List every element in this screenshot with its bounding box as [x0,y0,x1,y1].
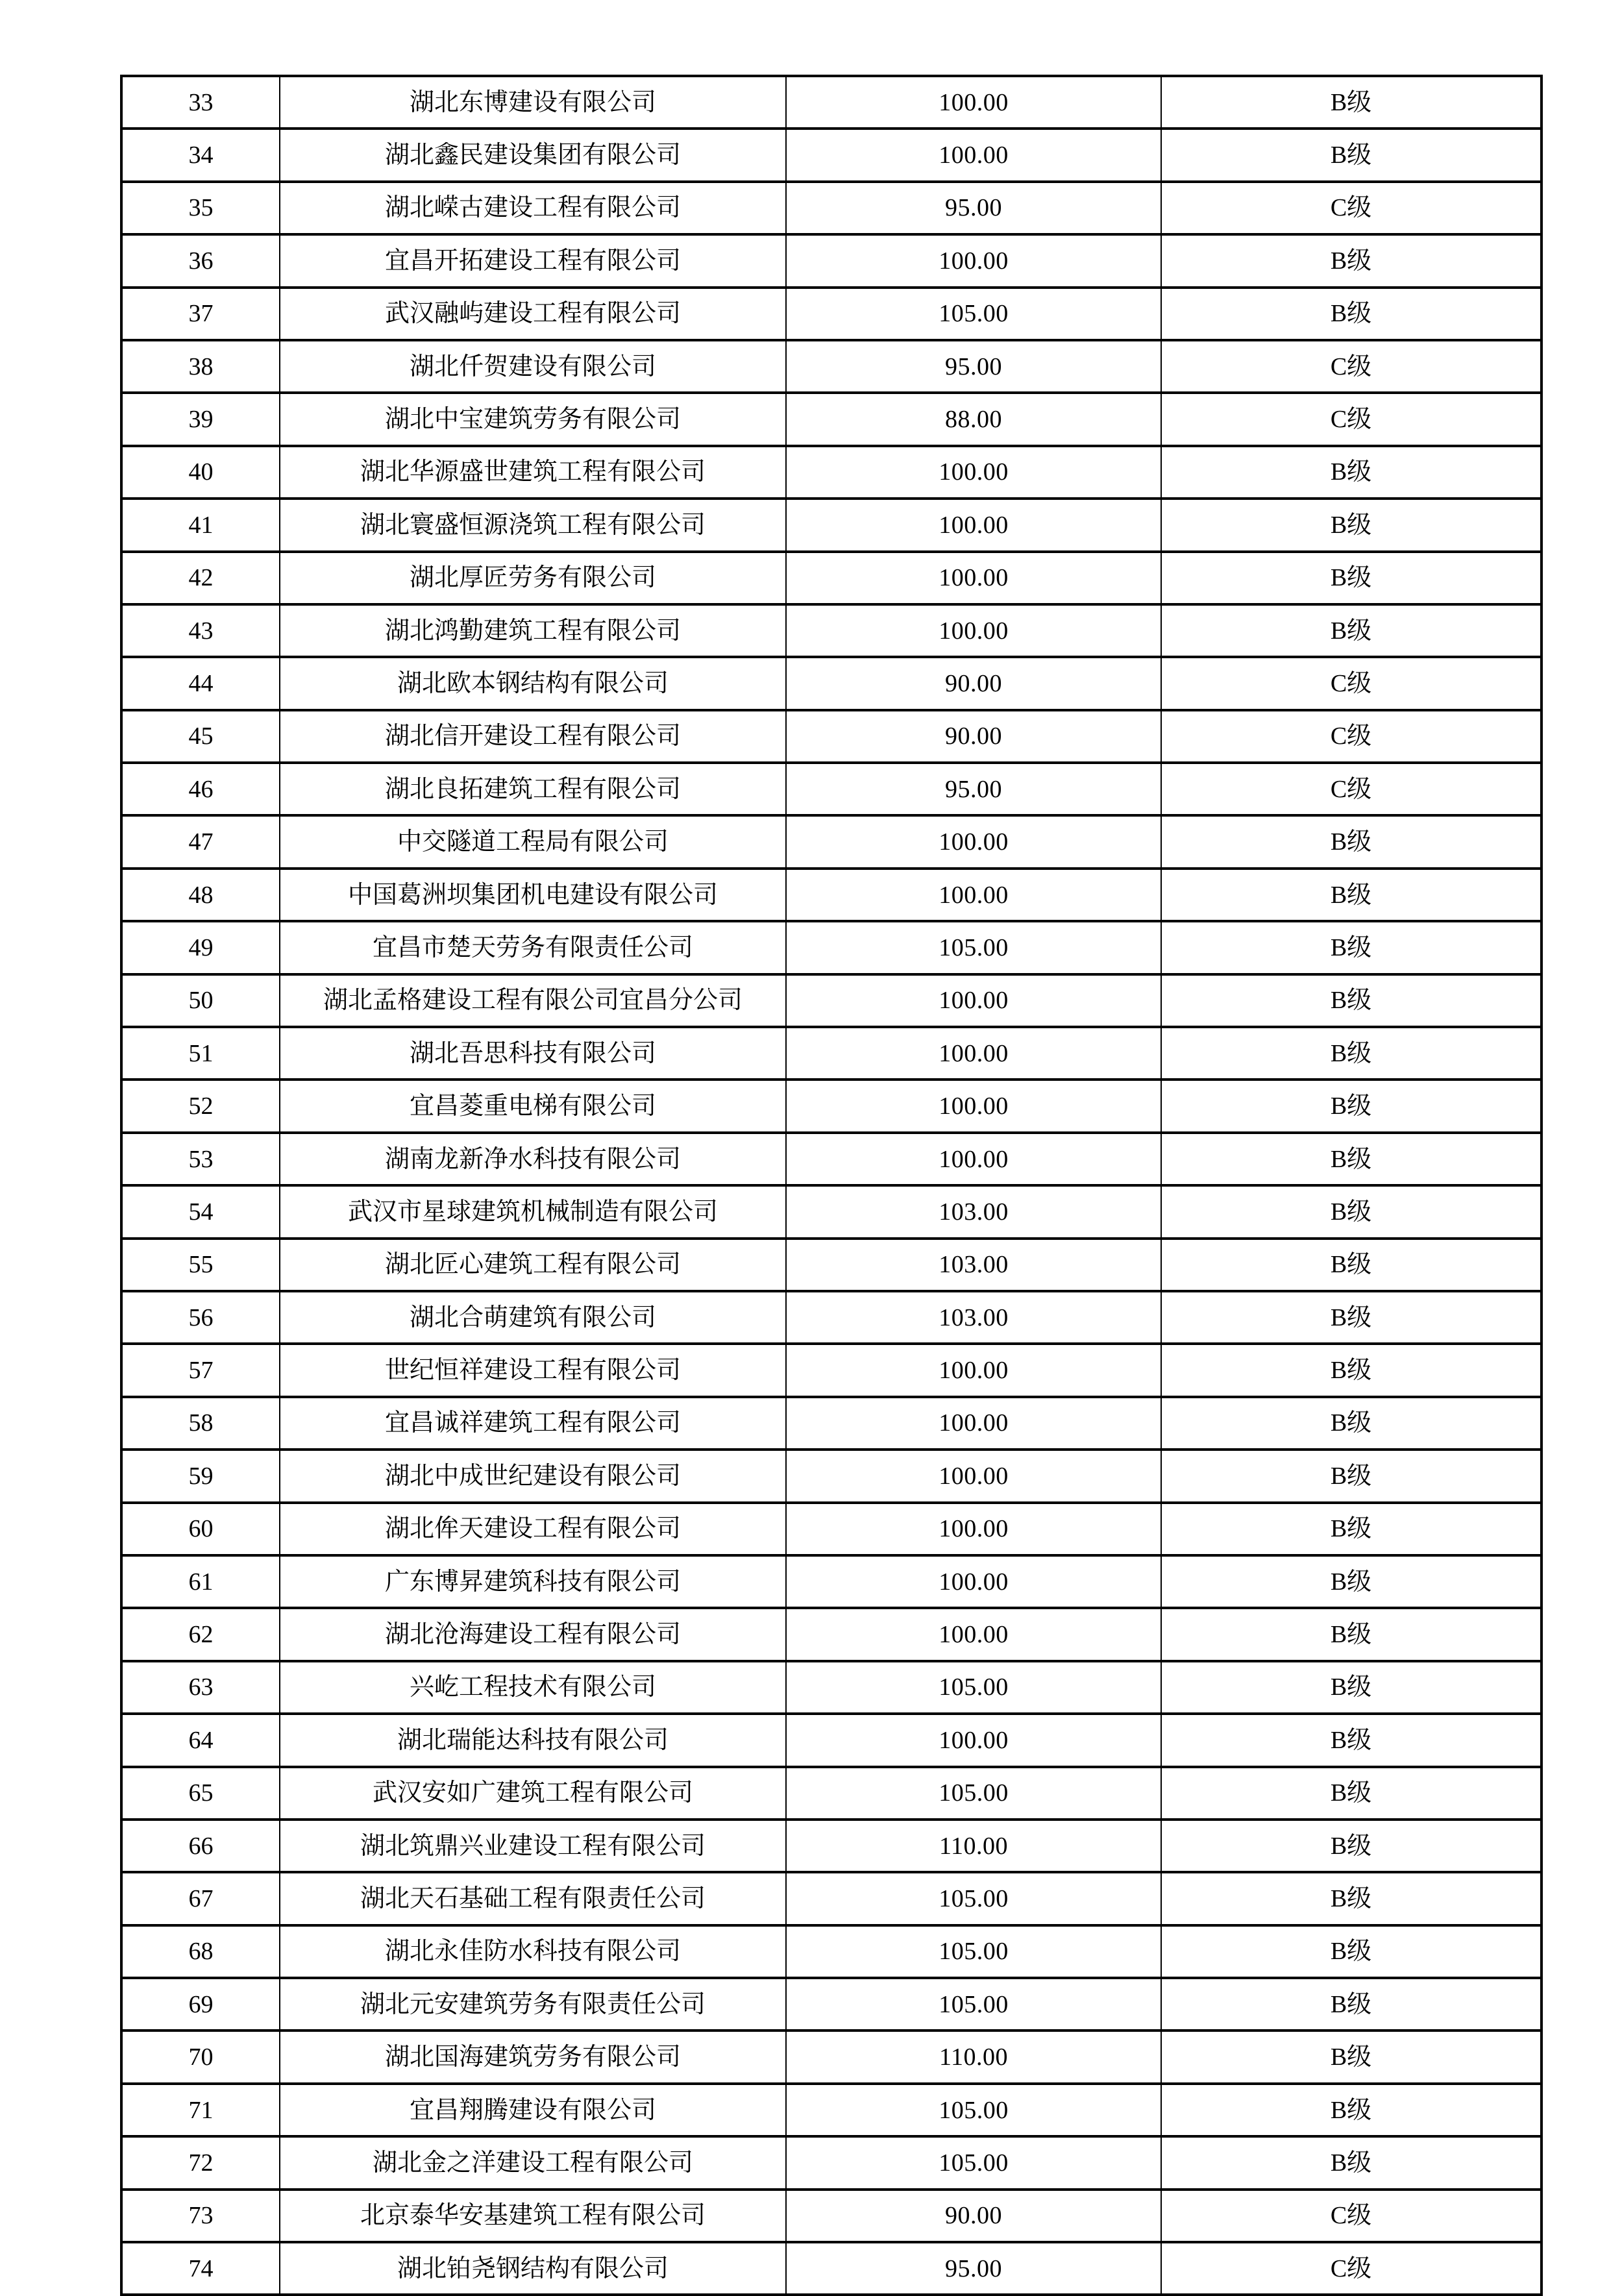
row-number-cell: 71 [121,2084,280,2136]
company-name-cell: 湖北国海建筑劳务有限公司 [280,2031,786,2083]
row-number-cell: 62 [121,1608,280,1660]
row-number-cell: 44 [121,657,280,710]
table-row [121,1820,1541,1872]
grade-cell: B级 [1161,1503,1541,1555]
row-number-cell: 69 [121,1978,280,2031]
table-row [121,1080,1541,1132]
score-cell: 110.00 [786,1820,1161,1872]
company-name-cell: 湖北中成世纪建设有限公司 [280,1450,786,1502]
table-body [121,76,1541,2295]
company-name-cell: 宜昌菱重电梯有限公司 [280,1080,786,1132]
row-number-cell: 51 [121,1027,280,1080]
grade-cell: B级 [1161,1291,1541,1344]
company-name-cell: 湖北中宝建筑劳务有限公司 [280,393,786,445]
table-row [121,1344,1541,1396]
table-row [121,1925,1541,1978]
table-row [121,657,1541,710]
company-name-cell: 湖北永佳防水科技有限公司 [280,1925,786,1978]
row-number-cell: 68 [121,1925,280,1978]
row-number-cell: 74 [121,2242,280,2295]
row-number-cell: 66 [121,1820,280,1872]
score-cell: 100.00 [786,869,1161,921]
score-cell: 105.00 [786,288,1161,340]
company-name-cell: 湖北厚匠劳务有限公司 [280,552,786,604]
score-cell: 100.00 [786,1503,1161,1555]
grade-cell: B级 [1161,604,1541,657]
company-name-cell: 中国葛洲坝集团机电建设有限公司 [280,869,786,921]
score-cell: 100.00 [786,129,1161,181]
grade-cell: B级 [1161,1661,1541,1714]
company-name-cell: 湖北沧海建设工程有限公司 [280,1608,786,1660]
grade-cell: C级 [1161,710,1541,763]
row-number-cell: 34 [121,129,280,181]
company-name-cell: 湖北信开建设工程有限公司 [280,710,786,763]
company-name-cell: 湖北合萌建筑有限公司 [280,1291,786,1344]
company-name-cell: 湖北元安建筑劳务有限责任公司 [280,1978,786,2031]
table-row [121,182,1541,234]
grade-cell: C级 [1161,763,1541,815]
table-row [121,1239,1541,1291]
grade-cell: B级 [1161,2084,1541,2136]
grade-cell: B级 [1161,129,1541,181]
score-cell: 95.00 [786,182,1161,234]
table-row [121,552,1541,604]
company-name-cell: 湖北侔天建设工程有限公司 [280,1503,786,1555]
grade-cell: C级 [1161,657,1541,710]
score-cell: 100.00 [786,1133,1161,1185]
company-name-cell: 湖北华源盛世建筑工程有限公司 [280,446,786,499]
score-cell: 103.00 [786,1185,1161,1238]
row-number-cell: 43 [121,604,280,657]
grade-cell: B级 [1161,288,1541,340]
table-row [121,2031,1541,2083]
table-row [121,1661,1541,1714]
table-row [121,1503,1541,1555]
score-cell: 90.00 [786,710,1161,763]
row-number-cell: 70 [121,2031,280,2083]
grade-cell: B级 [1161,76,1541,129]
score-cell: 100.00 [786,234,1161,287]
row-number-cell: 33 [121,76,280,129]
row-number-cell: 42 [121,552,280,604]
table-row [121,1397,1541,1450]
company-name-cell: 武汉市星球建筑机械制造有限公司 [280,1185,786,1238]
company-name-cell: 湖北吾思科技有限公司 [280,1027,786,1080]
score-cell: 100.00 [786,974,1161,1027]
table-row [121,1027,1541,1080]
row-number-cell: 48 [121,869,280,921]
row-number-cell: 35 [121,182,280,234]
score-cell: 105.00 [786,921,1161,974]
score-cell: 103.00 [786,1291,1161,1344]
table-row [121,763,1541,815]
score-cell: 105.00 [786,1767,1161,1820]
table-row [121,869,1541,921]
grade-cell: B级 [1161,1767,1541,1820]
table-row [121,1450,1541,1502]
table-row [121,288,1541,340]
table-row [121,1555,1541,1608]
row-number-cell: 72 [121,2136,280,2189]
grade-cell: B级 [1161,2031,1541,2083]
grade-cell: C级 [1161,182,1541,234]
row-number-cell: 64 [121,1714,280,1766]
row-number-cell: 59 [121,1450,280,1502]
company-name-cell: 湖北鑫民建设集团有限公司 [280,129,786,181]
company-name-cell: 湖北嵘古建设工程有限公司 [280,182,786,234]
grade-cell: B级 [1161,1872,1541,1925]
table-row [121,815,1541,868]
table-row [121,1185,1541,1238]
grade-cell: B级 [1161,815,1541,868]
grade-cell: B级 [1161,1925,1541,1978]
row-number-cell: 61 [121,1555,280,1608]
company-name-cell: 湖北鸿勤建筑工程有限公司 [280,604,786,657]
score-cell: 103.00 [786,1239,1161,1291]
company-name-cell: 宜昌市楚天劳务有限责任公司 [280,921,786,974]
row-number-cell: 45 [121,710,280,763]
grade-cell: B级 [1161,1185,1541,1238]
company-name-cell: 武汉融屿建设工程有限公司 [280,288,786,340]
grade-cell: B级 [1161,446,1541,499]
company-name-cell: 世纪恒祥建设工程有限公司 [280,1344,786,1396]
grade-cell: B级 [1161,1133,1541,1185]
score-cell: 95.00 [786,340,1161,393]
grade-cell: B级 [1161,1714,1541,1766]
grade-cell: B级 [1161,1080,1541,1132]
table-row [121,921,1541,974]
grade-cell: B级 [1161,1608,1541,1660]
score-cell: 90.00 [786,657,1161,710]
row-number-cell: 54 [121,1185,280,1238]
row-number-cell: 55 [121,1239,280,1291]
company-name-cell: 中交隧道工程局有限公司 [280,815,786,868]
table-row [121,393,1541,445]
grade-cell: C级 [1161,393,1541,445]
row-number-cell: 40 [121,446,280,499]
row-number-cell: 41 [121,499,280,551]
row-number-cell: 37 [121,288,280,340]
company-name-cell: 兴屹工程技术有限公司 [280,1661,786,1714]
table-row [121,710,1541,763]
row-number-cell: 38 [121,340,280,393]
score-cell: 105.00 [786,2084,1161,2136]
grade-cell: B级 [1161,1239,1541,1291]
company-name-cell: 武汉安如广建筑工程有限公司 [280,1767,786,1820]
grade-cell: B级 [1161,1397,1541,1450]
row-number-cell: 52 [121,1080,280,1132]
grade-cell: B级 [1161,1555,1541,1608]
score-cell: 105.00 [786,1978,1161,2031]
company-name-cell: 湖北东博建设有限公司 [280,76,786,129]
row-number-cell: 58 [121,1397,280,1450]
company-rating-table [120,75,1543,2296]
company-name-cell: 宜昌开拓建设工程有限公司 [280,234,786,287]
score-cell: 110.00 [786,2031,1161,2083]
row-number-cell: 63 [121,1661,280,1714]
grade-cell: B级 [1161,552,1541,604]
table-row [121,234,1541,287]
grade-cell: B级 [1161,1344,1541,1396]
company-name-cell: 湖北匠心建筑工程有限公司 [280,1239,786,1291]
score-cell: 88.00 [786,393,1161,445]
company-name-cell: 湖北筑鼎兴业建设工程有限公司 [280,1820,786,1872]
table-row [121,2136,1541,2189]
row-number-cell: 50 [121,974,280,1027]
score-cell: 100.00 [786,499,1161,551]
row-number-cell: 36 [121,234,280,287]
table-row [121,604,1541,657]
row-number-cell: 53 [121,1133,280,1185]
score-cell: 105.00 [786,1661,1161,1714]
table-row [121,129,1541,181]
score-cell: 105.00 [786,1872,1161,1925]
grade-cell: B级 [1161,1450,1541,1502]
table-row [121,1133,1541,1185]
row-number-cell: 46 [121,763,280,815]
grade-cell: B级 [1161,1820,1541,1872]
grade-cell: C级 [1161,2242,1541,2295]
company-name-cell: 湖北天石基础工程有限责任公司 [280,1872,786,1925]
score-cell: 100.00 [786,1027,1161,1080]
company-name-cell: 湖北仟贺建设有限公司 [280,340,786,393]
grade-cell: B级 [1161,1027,1541,1080]
table-row [121,2084,1541,2136]
score-cell: 100.00 [786,1555,1161,1608]
grade-cell: B级 [1161,499,1541,551]
score-cell: 100.00 [786,1450,1161,1502]
company-name-cell: 湖北金之洋建设工程有限公司 [280,2136,786,2189]
table-row [121,2242,1541,2295]
row-number-cell: 60 [121,1503,280,1555]
row-number-cell: 56 [121,1291,280,1344]
grade-cell: B级 [1161,234,1541,287]
table-row [121,499,1541,551]
score-cell: 95.00 [786,763,1161,815]
score-cell: 100.00 [786,1080,1161,1132]
row-number-cell: 49 [121,921,280,974]
table-row [121,446,1541,499]
table-row [121,1291,1541,1344]
table-row [121,1608,1541,1660]
company-name-cell: 湖北良拓建筑工程有限公司 [280,763,786,815]
score-cell: 100.00 [786,1608,1161,1660]
score-cell: 100.00 [786,552,1161,604]
company-name-cell: 湖南龙新净水科技有限公司 [280,1133,786,1185]
grade-cell: B级 [1161,974,1541,1027]
company-name-cell: 湖北孟格建设工程有限公司宜昌分公司 [280,974,786,1027]
score-cell: 95.00 [786,2242,1161,2295]
table-row [121,1714,1541,1766]
grade-cell: B级 [1161,1978,1541,2031]
company-name-cell: 宜昌翔腾建设有限公司 [280,2084,786,2136]
grade-cell: C级 [1161,340,1541,393]
row-number-cell: 57 [121,1344,280,1396]
company-name-cell: 宜昌诚祥建筑工程有限公司 [280,1397,786,1450]
table-row [121,2190,1541,2242]
score-cell: 105.00 [786,2136,1161,2189]
score-cell: 100.00 [786,1714,1161,1766]
table-row [121,1872,1541,1925]
row-number-cell: 39 [121,393,280,445]
score-cell: 100.00 [786,604,1161,657]
table-row [121,974,1541,1027]
score-cell: 100.00 [786,76,1161,129]
company-name-cell: 湖北欧本钢结构有限公司 [280,657,786,710]
grade-cell: C级 [1161,2190,1541,2242]
table-row [121,340,1541,393]
company-name-cell: 湖北寰盛恒源浇筑工程有限公司 [280,499,786,551]
row-number-cell: 67 [121,1872,280,1925]
score-cell: 105.00 [786,1925,1161,1978]
table-row [121,1978,1541,2031]
grade-cell: B级 [1161,869,1541,921]
company-name-cell: 北京泰华安基建筑工程有限公司 [280,2190,786,2242]
grade-cell: B级 [1161,2136,1541,2189]
row-number-cell: 73 [121,2190,280,2242]
grade-cell: B级 [1161,921,1541,974]
table-row [121,1767,1541,1820]
score-cell: 100.00 [786,1397,1161,1450]
score-cell: 100.00 [786,446,1161,499]
company-name-cell: 广东博昇建筑科技有限公司 [280,1555,786,1608]
score-cell: 100.00 [786,1344,1161,1396]
score-cell: 100.00 [786,815,1161,868]
company-name-cell: 湖北铂尧钢结构有限公司 [280,2242,786,2295]
row-number-cell: 47 [121,815,280,868]
company-name-cell: 湖北瑞能达科技有限公司 [280,1714,786,1766]
row-number-cell: 65 [121,1767,280,1820]
table-row [121,76,1541,129]
score-cell: 90.00 [786,2190,1161,2242]
